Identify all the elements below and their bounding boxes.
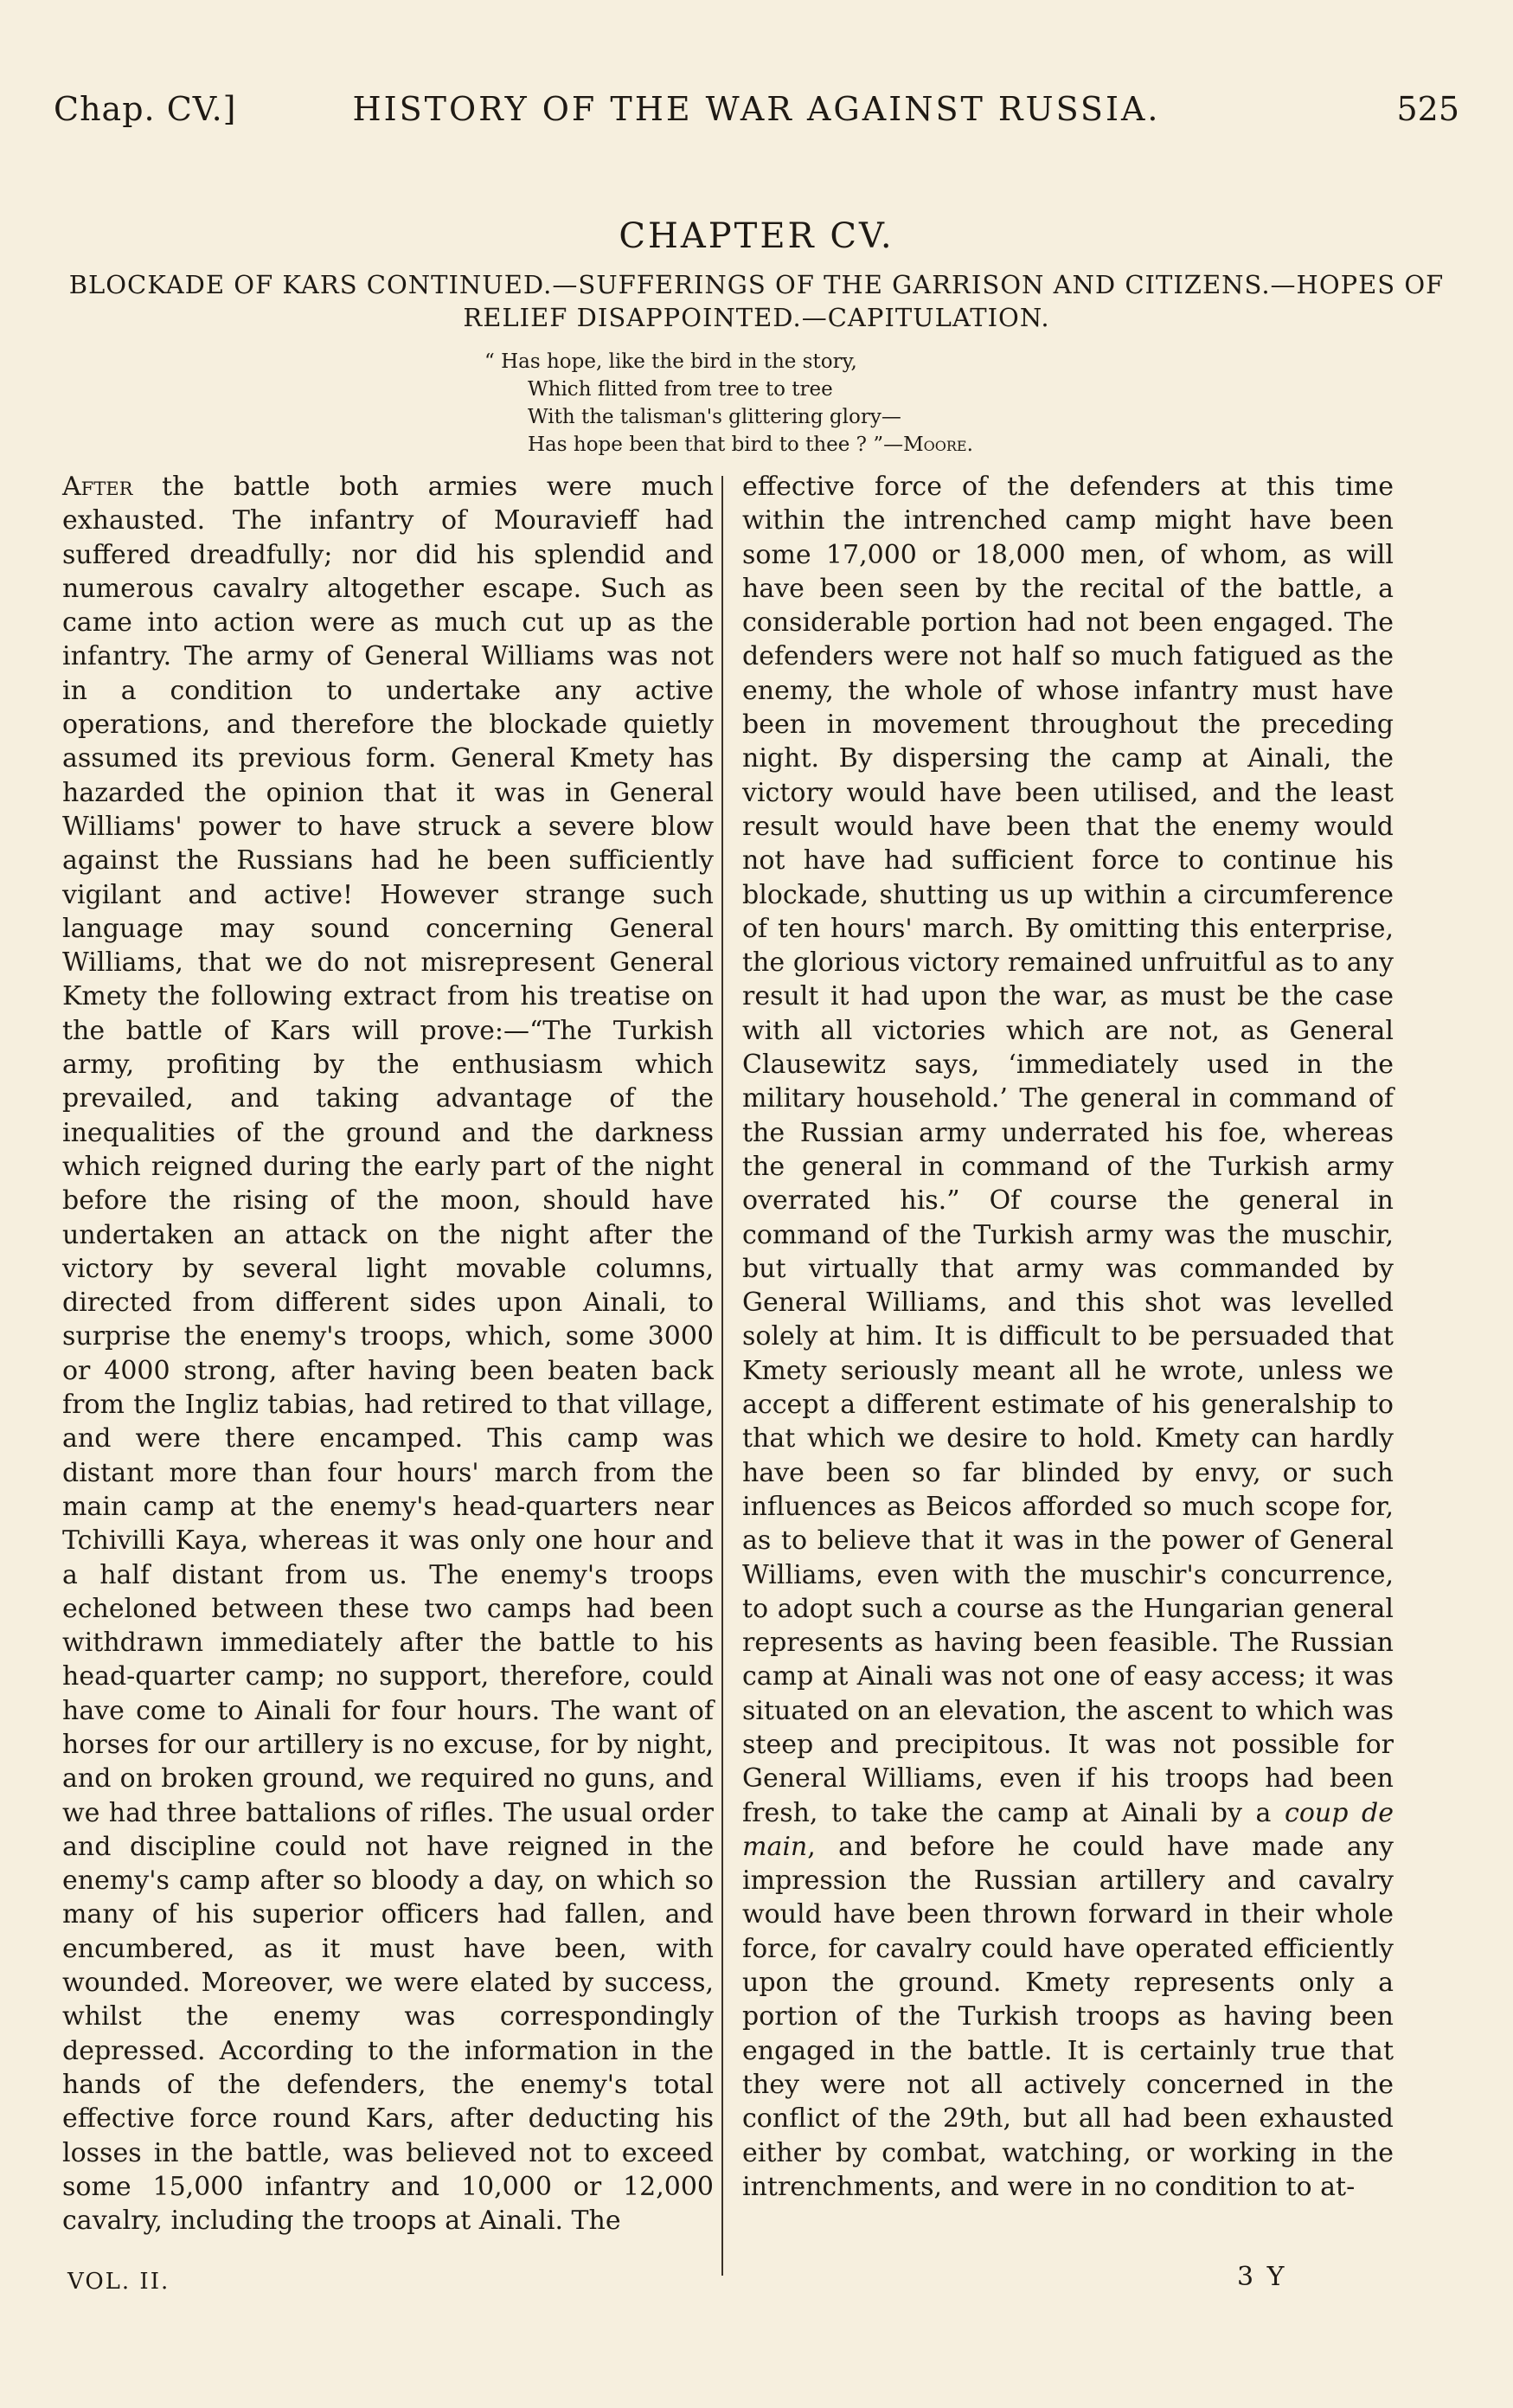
book-title: HISTORY OF THE WAR AGAINST RUSSIA. bbox=[352, 90, 1161, 128]
epigraph-last-line bbox=[458, 431, 973, 459]
right-column-paragraph bbox=[742, 470, 1394, 2204]
column-divider bbox=[721, 476, 723, 2276]
right-column bbox=[742, 470, 1394, 2204]
chapter-summary: BLOCKADE OF KARS CONTINUED.—SUFFERINGS OF THE GARRISON AND CITIZENS.—HOPES OF RELIEF DISAPPOINTED.—CAPITULATION. bbox=[68, 270, 1445, 332]
left-column-paragraph bbox=[62, 470, 714, 2238]
epigraph bbox=[458, 348, 973, 459]
epigraph-line: With the talisman's glittering glory— bbox=[528, 406, 901, 428]
epigraph-author: Moore. bbox=[903, 433, 973, 456]
right-column-text-b: , and before he could have made any impression the Russian artillery and cavalry would have been thrown forward in their whole force, for cavalry could have operated efficiently upon the ground. Kmety represents only a portion of the Turkish troops as having been engaged in the battle. It is certainly true that they were not all actively concerned in the conflict of the 29th, but all had been exhausted either by combat, watching, or working in the intrenchments, and were in no condition to at- bbox=[742, 1831, 1394, 2202]
running-head bbox=[54, 90, 1459, 142]
epigraph-line: Has hope been that bird to thee ? ”— bbox=[528, 433, 904, 456]
left-column-text: the battle both armies were much exhausted. The infantry of Mouravieff had suffered dreadfully; nor did his splendid and numerous cavalry altogether escape. Such as came into action were as much cut up as the infantry. The army of General Williams was not in a condition to undertake any active operations, and therefore the blockade quietly assumed its previous form. General Kmety has hazarded the opinion that it was in General Williams' power to have struck a severe blow against the Russians had he been sufficiently vigilant and active! However strange such language may sound concerning General Williams, that we do not misrepresent General Kmety the following extract from his treatise on the battle of Kars will prove:—“The Turkish army, profiting by the enthusiasm which prevailed, and taking advantage of the inequalities of the ground and the darkness which reigned during the early part of the night before the rising of the moon, should have undertaken an attack on the night after the victory by several light movable columns, directed from different sides upon Ainali, to surprise the enemy's troops, which, some 3000 or 4000 strong, after having been beaten back from the Ingliz tabias, had retired to that village, and were there encamped. This camp was distant more than four hours' march from the main camp at the enemy's head-quarters near Tchivilli Kaya, whereas it was only one hour and a half distant from us. The enemy's troops echeloned between these two camps had been withdrawn immediately after the battle to his head-quarter camp; no support, therefore, could have come to Ainali for four hours. The want of horses for our artillery is no excuse, for by night, and on broken ground, we required no guns, and we had three battalions of rifles. The usual order and discipline could not have reigned in the enemy's camp after so bloody a day, on which so many of his superior officers had fallen, and encumbered, as it must have been, with wounded. Moreover, we were elated by success, whilst the enemy was correspondingly depressed. According to the information in the hands of the defenders, the enemy's total effective force round Kars, after deducting his losses in the battle, was believed not to exceed some 15,000 infantry and 10,000 or 12,000 cavalry, including the troops at Ainali. The bbox=[62, 472, 714, 2237]
chapter-reference: Chap. CV.] bbox=[54, 90, 237, 128]
epigraph-line: “ Has hope, like the bird in the story, bbox=[484, 350, 857, 373]
page-number: 525 bbox=[1396, 90, 1459, 128]
italic-phrase: coup de main bbox=[742, 1797, 1394, 1862]
chapter-title: CHAPTER CV. bbox=[619, 216, 894, 256]
signature-mark: 3 Y bbox=[1237, 2262, 1287, 2292]
opening-word: After bbox=[62, 472, 133, 502]
right-column-text-a: effective force of the defenders at this time within the intrenched camp might have been some 17,000 or 18,000 men, of whom, as will have been seen by the recital of the battle, a considerable portion had not been engaged. The defenders were not half so much fatigued as the enemy, the whole of whose infantry must have been in movement throughout the preceding night. By dispersing the camp at Ainali, the victory would have been utilised, and the least result would have been that the enemy would not have had sufficient force to continue his blockade, shutting us up within a circumference of ten hours' march. By omitting this enterprise, the glorious victory remained unfruitful as to any result it had upon the war, as must be the case with all victories which are not, as General Clausewitz says, ‘immediately used in the military household.’ The general in command of the Russian army underrated his foe, whereas the general in command of the Turkish army overrated his.” Of course the general in command of the Turkish army was the muschir, but virtually that army was commanded by General Williams, and this shot was levelled solely at him. It is difficult to be persuaded that Kmety seriously meant all he wrote, unless we accept a different estimate of his generalship to that which we desire to hold. Kmety can hardly have been so far blinded by envy, or such influences as Beicos afforded so much scope for, as to believe that it was in the power of General Williams, even with the muschir's concurrence, to adopt such a course as the Hungarian general represents as having been feasible. The Russian camp at Ainali was not one of easy access; it was situated on an elevation, the ascent to which was steep and precipitous. It was not possible for General Williams, even if his troops had been fresh, to take the camp at Ainali by a bbox=[742, 472, 1394, 1828]
volume-marker: VOL. II. bbox=[67, 2269, 170, 2295]
epigraph-line: Which flitted from tree to tree bbox=[528, 378, 833, 401]
left-column bbox=[62, 470, 714, 2238]
